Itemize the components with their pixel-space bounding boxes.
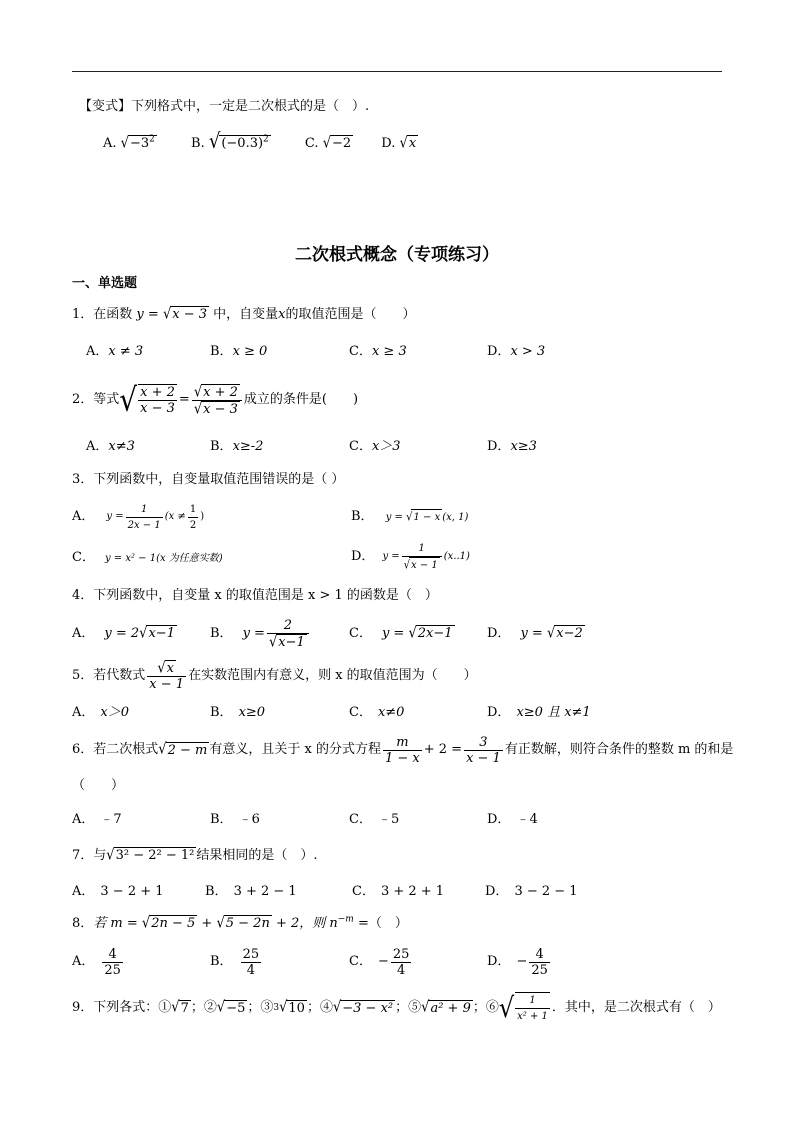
radical-sign-icon: √ <box>408 624 417 643</box>
question-9: 9． 下列各式：① √ 7 ；② √ −5 ；③ 3 √ 10 ；④ √ −3 − x² ；⑤ √ a² + 9 ；⑥ √ $\frac{1}{\text{x² + 1}}$ ．其中，是二次根式有（ ） <box>72 991 721 1025</box>
question-2-options <box>0 437 794 457</box>
variant-option-c: C. √−2 <box>305 136 357 151</box>
question-7: 7．与√3² − 2² − 1² 结果相同的是（ ）. <box>72 846 318 866</box>
question-3: 3．下列函数中，自变量取值范围错误的是（ ） <box>72 472 345 487</box>
q5-option-b: B． x≥0 <box>210 705 266 720</box>
page-title: 二次根式概念（专项练习） <box>295 245 499 265</box>
variant-option-d: D. √x <box>381 136 418 151</box>
radical-sign-icon: √ <box>406 511 413 524</box>
question-2: 2． 等式 √ $\frac{x + 2}{x - 3}$ = $\frac{√x + 2}{√x - 3}$ 成立的条件是( ) <box>72 380 359 419</box>
q3-option-c: C． y = x² − 1(x 为任意实数) <box>72 550 223 565</box>
radical-sign-icon: √ <box>403 559 411 572</box>
radical-sign-icon: √ <box>216 914 225 933</box>
radical-sign-icon: √ <box>120 134 129 153</box>
radical-sign-icon: √ <box>141 914 151 933</box>
variant-stem: 下列格式中，一定是二次根式的是（ ）. <box>131 99 370 114</box>
variant-option-a: A. $√-3^2$ <box>103 136 161 151</box>
question-6-paren: （ ） <box>72 778 125 793</box>
q2-option-d: D．x≥3 <box>487 439 537 454</box>
question-8: 8．若 m = √2n − 5 + √5 − 2n + 2，则 $n^{-m}$ =（ ） <box>72 914 408 934</box>
radical-sign-icon: √ <box>399 134 408 153</box>
radical-sign-icon: √ <box>193 400 203 418</box>
q8-option-a: A． $\frac{4}{25}$ <box>72 946 121 978</box>
radical-sign-icon: √ <box>421 998 430 1017</box>
question-5-options <box>0 703 794 723</box>
q1-option-a: A．x ≠ 3 <box>86 344 144 359</box>
q2-option-a: A．x≠3 <box>86 439 135 454</box>
question-6: 6． 若二次根式 √ 2 − m 有意义，且关于 x 的分式方程 $\frac{m}{1 - x}$ + 2 = $\frac{3}{x - 1}$ 有正数解，则符合条件的整数 m 的和是 <box>72 734 734 766</box>
radical-sign-icon: √ <box>322 134 331 153</box>
variant-option-b: B. $√(-0.3)^2$ <box>191 129 269 154</box>
question-1-options <box>0 342 794 362</box>
q4-option-c: C． y = √2x−1 <box>349 624 455 644</box>
radical-sign-icon: √ <box>157 659 166 678</box>
question-8-options <box>0 942 794 982</box>
q8-option-d: D． − $\frac{4}{25}$ <box>487 946 548 978</box>
q5-option-a: A． x＞0 <box>72 705 129 720</box>
radical-sign-icon: √ <box>158 740 167 759</box>
q1-option-b: B．x ≥ 0 <box>210 344 268 359</box>
header-rule <box>72 71 722 72</box>
q4-option-d: D． y = √x−2 <box>487 624 585 644</box>
radical-sign-icon: √ <box>106 846 115 865</box>
variant-prefix: 【变式】 <box>79 99 132 114</box>
question-4-options <box>0 614 794 654</box>
q7-option-b: B． 3 + 2 − 1 <box>205 884 297 899</box>
q4-option-a: A． y = 2√x−1 <box>72 624 177 644</box>
variant-options <box>103 129 418 154</box>
radical-sign-icon: √ <box>268 633 278 652</box>
q6-option-a: A． ﹣7 <box>72 812 122 827</box>
q7-option-a: A． 3 − 2 + 1 <box>72 884 164 899</box>
q6-option-d: D． ﹣4 <box>487 812 538 827</box>
q2-option-b: B．x≥-2 <box>210 439 264 454</box>
q3-option-d: D． y = $\frac{1}{√x - 1}$ (x..1) <box>351 540 470 574</box>
radical-sign-icon: √ <box>193 383 203 401</box>
q1-option-c: C．x ≥ 3 <box>349 344 407 359</box>
q2-option-c: C．x＞3 <box>349 439 401 454</box>
radical-sign-icon: √ <box>546 624 556 643</box>
question-5: 5． 若代数式 $\frac{√x}{x - 1}$ 在实数范围内有意义，则 x 的取值范围为（ ） <box>72 659 477 692</box>
q8-option-c: C． − $\frac{25}{4}$ <box>349 946 410 978</box>
radical-sign-icon: √ <box>498 991 515 1025</box>
q7-option-c: C． 3 + 2 + 1 <box>352 884 445 899</box>
question-4: 4．下列函数中，自变量 x 的取值范围是 x > 1 的函数是（ ） <box>72 588 438 603</box>
q8-option-b: B． $\frac{25}{4}$ <box>210 946 260 978</box>
cube-root-sign-icon: √ <box>279 998 288 1017</box>
radical-sign-icon: √ <box>139 624 148 643</box>
radical-sign-icon: √ <box>119 380 138 419</box>
radical-sign-icon: √ <box>216 998 226 1017</box>
q1-option-d: D．x > 3 <box>487 344 546 359</box>
variant-question <box>79 97 369 117</box>
radical-sign-icon: √ <box>208 129 221 154</box>
radical-sign-icon: √ <box>162 305 172 324</box>
q3-option-b: B． y = √1 − x (x, 1) <box>351 507 468 528</box>
section-heading: 一、单选题 <box>72 276 138 291</box>
radical-sign-icon: √ <box>332 998 342 1017</box>
q5-option-c: C． x≠0 <box>349 705 405 720</box>
question-6-options <box>0 810 794 830</box>
question-7-options <box>0 882 794 902</box>
q3-option-a: A． y = $\frac{1}{2x - 1}$ (x ≠ $\frac{1}{2}$ ) <box>72 503 205 531</box>
q7-option-d: D． 3 − 2 − 1 <box>485 884 578 899</box>
question-1: 1．在函数 y = √x − 3 中，自变量x的取值范围是（ ） <box>72 305 416 325</box>
q4-option-b: B． y = $\frac{2}{√x-1}$ <box>210 614 311 654</box>
q6-option-b: B． ﹣6 <box>210 812 260 827</box>
radical-sign-icon: √ <box>171 998 180 1017</box>
q5-option-d: D． x≥0 且 x≠1 <box>487 705 591 720</box>
q6-option-c: C． ﹣5 <box>349 812 400 827</box>
